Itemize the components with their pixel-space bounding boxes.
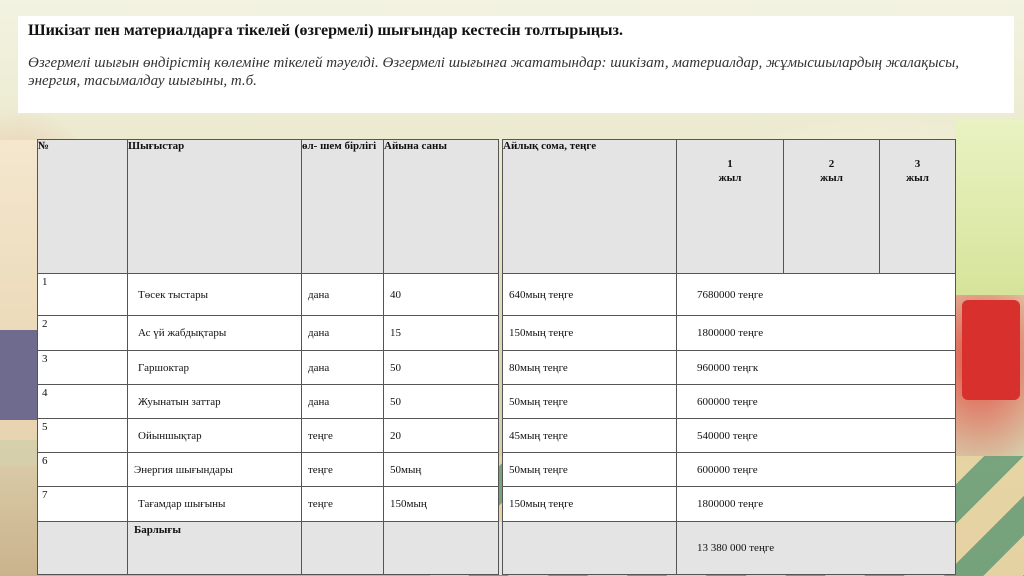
expenses-table (37, 139, 956, 575)
row-expense-name: Ойыншықтар (128, 419, 302, 453)
row-expense-name: Энергия шығындары (128, 453, 302, 487)
row-unit: дана (302, 385, 384, 419)
table-row (38, 487, 956, 522)
row-expense-name: Төсек тыстары (128, 274, 302, 316)
row-expense-name: Гаршоктар (128, 351, 302, 385)
year-number: 2 (828, 158, 835, 170)
row-unit: дана (302, 274, 384, 316)
header-unit: өл- шем бірлігі (302, 140, 384, 274)
row-monthly-sum: 45мың теңге (503, 419, 677, 453)
header-monthly-qty: Айына саны (384, 140, 499, 274)
header-year-3 (880, 140, 956, 274)
slide-title: Шикізат пен материалдарға тікелей (өзгермелі) шығындар кестесін толтырыңыз. (28, 22, 623, 39)
year-number: 1 (727, 158, 733, 170)
total-num-cell (38, 522, 128, 575)
table-header-row (38, 140, 956, 274)
background-toy-cart (962, 300, 1020, 400)
row-year-values: 540000 теңге (677, 419, 956, 453)
row-year-values: 1800000 теңге (677, 487, 956, 522)
row-qty: 40 (384, 274, 499, 316)
row-monthly-sum: 640мың теңге (503, 274, 677, 316)
slide-header (18, 16, 1014, 113)
row-monthly-sum: 50мың теңге (503, 385, 677, 419)
row-num: 5 (38, 419, 128, 453)
header-expenses: Шығыстар (128, 140, 302, 274)
row-year-values: 7680000 теңге (677, 274, 956, 316)
table-row (38, 316, 956, 351)
table-row (38, 351, 956, 385)
table-total-row (38, 522, 956, 575)
table-row (38, 385, 956, 419)
year-word: жыл (718, 172, 742, 184)
table-row (38, 274, 956, 316)
row-qty: 50мың (384, 453, 499, 487)
row-num: 3 (38, 351, 128, 385)
row-num: 2 (38, 316, 128, 351)
row-num: 7 (38, 487, 128, 522)
row-expense-name: Тағамдар шығыны (128, 487, 302, 522)
background-locker (0, 330, 40, 420)
row-qty: 50 (384, 351, 499, 385)
year-number: 3 (914, 158, 921, 170)
slide-subtitle: Өзгермелі шығын өндірістің көлеміне тікелей тәуелді. Өзгермелі шығынға жататындар: шикізат, материалдар, жұмысшылардың жалақысы, энергия, тасымалдау шығыны, т.б. (28, 55, 960, 89)
row-unit: теңге (302, 453, 384, 487)
row-year-values: 960000 теңгк (677, 351, 956, 385)
header-year-2 (784, 140, 880, 274)
row-qty: 20 (384, 419, 499, 453)
total-label: Барлығы (128, 522, 302, 575)
year-word: жыл (906, 172, 929, 184)
row-unit: дана (302, 316, 384, 351)
row-monthly-sum: 150мың теңге (503, 316, 677, 351)
row-expense-name: Ас үй жабдықтары (128, 316, 302, 351)
row-year-values: 600000 теңге (677, 453, 956, 487)
row-unit: теңге (302, 487, 384, 522)
background-counter (955, 120, 1024, 295)
total-qty-cell (384, 522, 499, 575)
row-monthly-sum: 50мың теңге (503, 453, 677, 487)
row-qty: 15 (384, 316, 499, 351)
row-unit: дана (302, 351, 384, 385)
row-year-values: 1800000 теңге (677, 316, 956, 351)
header-year-1 (677, 140, 784, 274)
row-qty: 50 (384, 385, 499, 419)
row-qty: 150мың (384, 487, 499, 522)
row-num: 6 (38, 453, 128, 487)
table-row (38, 453, 956, 487)
total-value: 13 380 000 теңге (677, 522, 956, 575)
total-monthly-cell (503, 522, 677, 575)
row-year-values: 600000 теңге (677, 385, 956, 419)
total-unit-cell (302, 522, 384, 575)
row-unit: теңге (302, 419, 384, 453)
row-expense-name: Жуынатын заттар (128, 385, 302, 419)
header-monthly-sum: Айлық сома, теңге (503, 140, 677, 274)
row-num: 4 (38, 385, 128, 419)
row-num: 1 (38, 274, 128, 316)
row-monthly-sum: 150мың теңге (503, 487, 677, 522)
year-word: жыл (820, 172, 843, 184)
table-row (38, 419, 956, 453)
header-num: № (38, 140, 128, 274)
row-monthly-sum: 80мың теңге (503, 351, 677, 385)
